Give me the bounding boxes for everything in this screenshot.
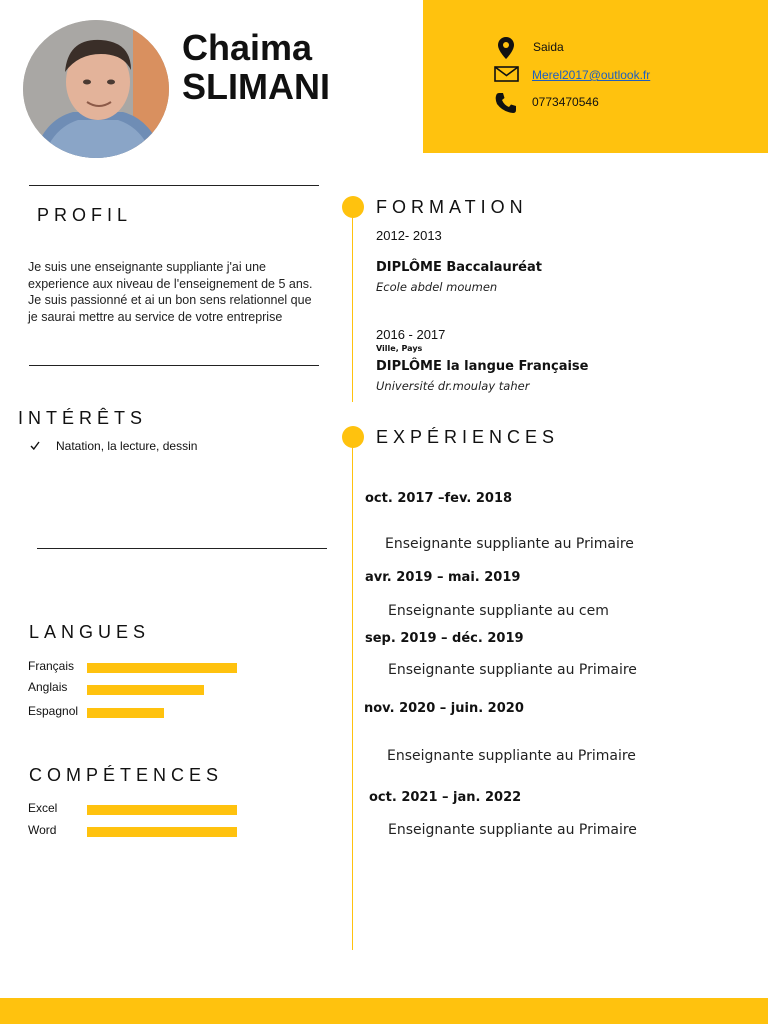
footer-bar [0,998,768,1024]
interest-item: Natation, la lecture, dessin [56,439,198,453]
language-level-bar [87,708,164,718]
divider [29,185,319,186]
skill-level-bar [87,827,237,837]
experience-role: Enseignante suppliante au Primaire [387,748,636,764]
experience-role: Enseignante suppliante au Primaire [385,536,634,552]
formation-school: Ecole abdel moumen [376,280,498,294]
divider [29,365,319,366]
experience-role: Enseignante suppliante au Primaire [388,662,637,678]
timeline-line [352,217,353,402]
envelope-icon [494,66,519,82]
skill-level-bar [87,805,237,815]
profile-text: Je suis une enseignante suppliante j'ai une experience aux niveau de l'enseignement de 5 ans. Je suis passionné et ai un bon sens relationnel que je saurai mettre au service de votre entreprise [28,260,313,324]
first-name: Chaima [182,27,313,68]
skills-title: COMPÉTENCES [29,765,224,785]
language-level-bar [87,685,204,695]
experience-period: avr. 2019 – mai. 2019 [365,570,521,585]
skill-label: Word [28,823,57,837]
divider [37,548,327,549]
map-pin-icon [498,37,514,59]
formation-title: FORMATION [376,197,528,217]
experiences-title: EXPÉRIENCES [376,427,560,447]
profile-title: PROFIL [37,205,133,225]
language-level-bar [87,663,237,673]
last-name: SLIMANI [182,66,330,107]
formation-degree: DIPLÔME Baccalauréat [376,260,542,275]
experience-period: oct. 2017 –fev. 2018 [365,491,513,506]
experience-role: Enseignante suppliante au cem [388,603,609,619]
formation-period: 2012- 2013 [376,228,442,243]
languages-title: LANGUES [29,622,151,642]
contact-phone: 0773470546 [532,95,599,109]
phone-icon [495,92,517,114]
skill-label: Excel [28,801,58,815]
language-label: Anglais [28,680,68,694]
experience-period: nov. 2020 – juin. 2020 [364,701,524,716]
experience-period: oct. 2021 – jan. 2022 [369,790,522,805]
timeline-dot [342,426,364,448]
timeline-dot [342,196,364,218]
contact-email[interactable]: Merel2017@outlook.fr [532,68,651,82]
experience-role: Enseignante suppliante au Primaire [388,822,637,838]
formation-degree: DIPLÔME la langue Française [376,359,589,374]
formation-school: Université dr.moulay taher [376,379,530,393]
checkmark-icon [30,441,40,450]
timeline-line [352,446,353,950]
formation-period: 2016 - 2017 [376,327,446,342]
language-label: Français [28,659,75,673]
contact-location: Saida [533,40,564,54]
profile-photo [23,20,169,158]
interests-title: INTÉRÊTS [18,408,148,428]
language-label: Espagnol [28,704,79,718]
formation-location: Ville, Pays [376,344,423,353]
experience-period: sep. 2019 – déc. 2019 [365,631,524,646]
